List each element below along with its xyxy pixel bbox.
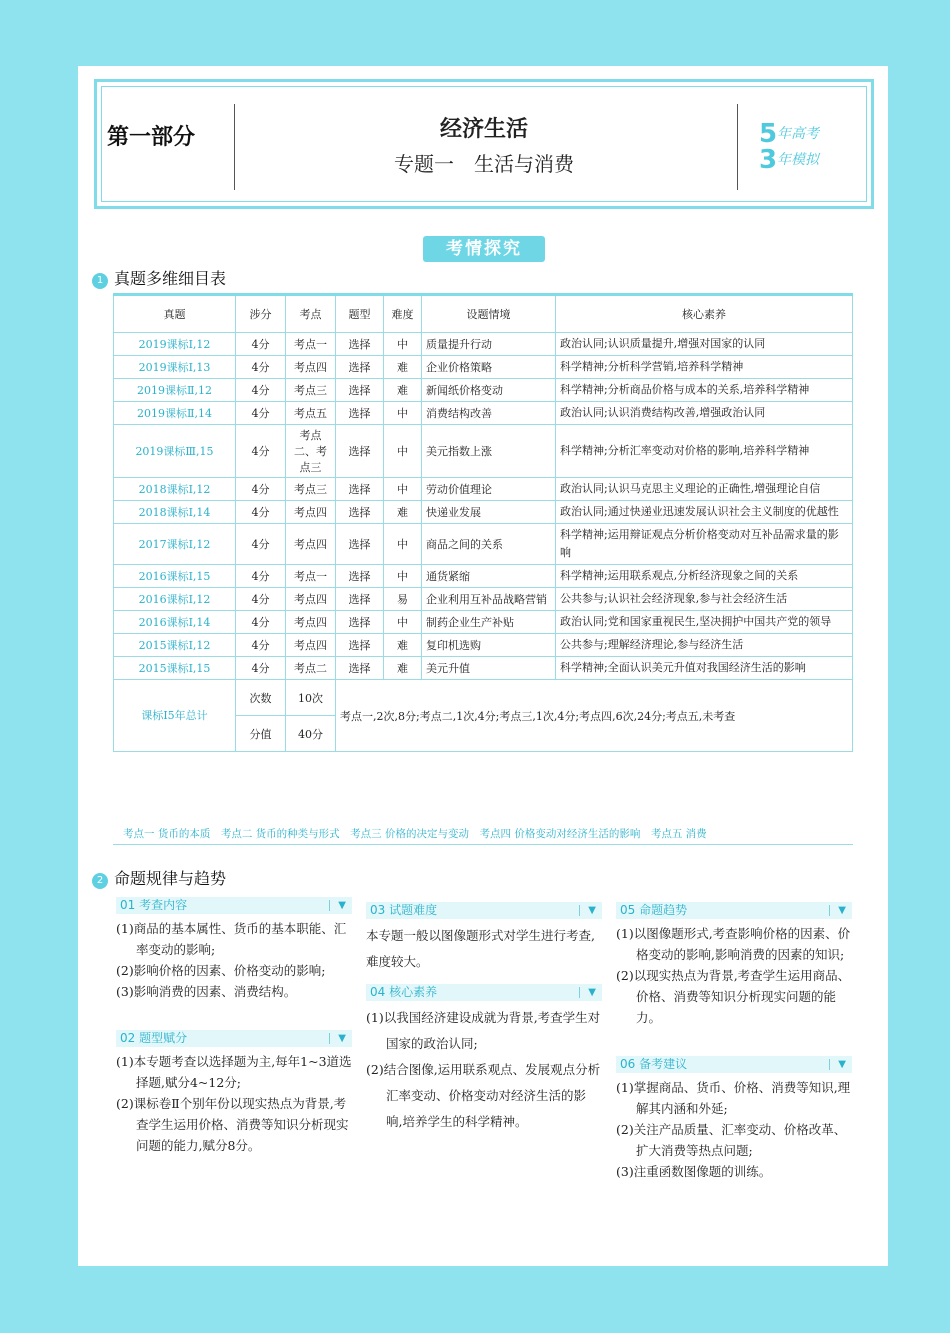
list-item: (1)商品的基本属性、货币的基本职能、汇率变动的影响; bbox=[116, 921, 347, 957]
exam-point-legend: 考点一 货币的本质 考点二 货币的种类与形式 考点三 价格的决定与变动 考点四 价格变动对经济生活的影响 考点五 消费 bbox=[123, 828, 707, 840]
section-number-icon: 2 bbox=[92, 873, 108, 889]
exam-detail-table bbox=[113, 293, 853, 752]
page bbox=[78, 66, 888, 1266]
chapter-title: 经济生活 bbox=[439, 117, 528, 142]
chevron-down-icon: ▼ bbox=[588, 987, 596, 998]
list-item: (1)以我国经济建设成就为背景,考查学生对国家的政治认同; bbox=[366, 1010, 601, 1051]
section-number-icon: 1 bbox=[92, 273, 108, 289]
table-row: 2015课标Ⅰ,15 4分 考点二 选择 难 美元升值 科学精神;全面认识美元升值对我国经济生活的影响 bbox=[114, 657, 853, 680]
box-06: 06 备考建议 ▼ (1)掌握商品、货币、价格、消费等知识,理解其内涵和外延; (2)关注产品质量、汇率变动、价格改革、扩大消费等热点问题; (3)注重函数图像题的训练。 bbox=[616, 1056, 852, 1182]
box-02: 02 题型赋分 ▼ (1)本专题考查以选择题为主,每年1~3道选择题,赋分4~12分; (2)课标卷Ⅱ个别年份以现实热点为背景,考查学生运用价格、消费等知识分析现实问题的能力,赋分8分。 bbox=[116, 1030, 352, 1156]
section-banner: 考情探究 bbox=[423, 236, 545, 262]
list-item: (2)影响价格的因素、价格变动的影响; bbox=[116, 963, 326, 978]
summary-row: 课标Ⅰ5年总计 次数 10次 考点一,2次,8分;考点二,1次,4分;考点三,1次,4分;考点四,6次,24分;考点五,未考查 bbox=[114, 680, 853, 716]
table-row: 2019课标Ⅲ,15 4分 考点二、考点三 选择 中 美元指数上涨 科学精神;分析汇率变动对价格的影响,培养科学精神 bbox=[114, 425, 853, 478]
table-row: 2017课标Ⅰ,12 4分 考点四 选择 中 商品之间的关系 科学精神;运用辩证观点分析价格变动对互补品需求量的影响 bbox=[114, 524, 853, 565]
svg-text:年高考: 年高考 bbox=[777, 126, 819, 142]
summary-detail: 考点一,2次,8分;考点二,1次,4分;考点三,1次,4分;考点四,6次,24分;考点五,未考查 bbox=[336, 680, 853, 752]
chevron-down-icon: ▼ bbox=[838, 1059, 846, 1070]
table-row: 2019课标Ⅱ,14 4分 考点五 选择 中 消费结构改善 政治认同;认识消费结构改善,增强政治认同 bbox=[114, 402, 853, 425]
box-05: 05 命题趋势 ▼ (1)以图像题形式,考查影响价格的因素、价格变动的影响,影响消费的因素的知识; (2)以现实热点为背景,考查学生运用商品、价格、消费等知识分析现实问题的能力。 bbox=[616, 902, 852, 1028]
table-row: 2016课标Ⅰ,12 4分 考点四 选择 易 企业利用互补品战略营销 公共参与;认识社会经济现象,参与社会经济生活 bbox=[114, 588, 853, 611]
box-04: 04 核心素养 ▼ (1)以我国经济建设成就为背景,考查学生对国家的政治认同; (2)结合图像,运用联系观点、发展观点分析汇率变动、价格变动对经济生活的影响,培养学生的科学精神。 bbox=[366, 984, 602, 1135]
list-item: (2)以现实热点为背景,考查学生运用商品、价格、消费等知识分析现实问题的能力。 bbox=[616, 968, 851, 1025]
svg-text:3: 3 bbox=[759, 145, 778, 174]
table-row: 2018课标Ⅰ,14 4分 考点四 选择 难 快递业发展 政治认同;通过快递业迅速发展认识社会主义制度的优越性 bbox=[114, 501, 853, 524]
box-01: 01 考查内容 ▼ (1)商品的基本属性、货币的基本职能、汇率变动的影响; (2)影响价格的因素、价格变动的影响; (3)影响消费的因素、消费结构。 bbox=[116, 897, 352, 1002]
summary-label: 课标Ⅰ5年总计 bbox=[114, 680, 236, 752]
list-item: (2)结合图像,运用联系观点、发展观点分析汇率变动、价格变动对经济生活的影响,培养学生的科学精神。 bbox=[366, 1062, 601, 1129]
list-item: (1)本专题考查以选择题为主,每年1~3道选择题,赋分4~12分; bbox=[116, 1054, 352, 1090]
table-row: 2019课标Ⅰ,12 4分 考点一 选择 中 质量提升行动 政治认同;认识质量提升,增强对国家的认同 bbox=[114, 333, 853, 356]
chapter-subtitle: 专题一 生活与消费 bbox=[394, 152, 574, 176]
list-item: (3)注重函数图像题的训练。 bbox=[616, 1164, 772, 1179]
list-item: (3)影响消费的因素、消费结构。 bbox=[116, 984, 297, 999]
chevron-down-icon: ▼ bbox=[588, 905, 596, 916]
list-item: (1)以图像题形式,考查影响价格的因素、价格变动的影响,影响消费的因素的知识; bbox=[616, 926, 851, 962]
box-03: 03 试题难度 ▼ 本专题一般以图像题形式对学生进行考查,难度较大。 bbox=[366, 902, 602, 975]
chevron-down-icon: ▼ bbox=[838, 905, 846, 916]
summary-row: 分值 40分 bbox=[114, 716, 853, 752]
chapter-header bbox=[94, 79, 874, 209]
section-heading-2: 2 命题规律与趋势 bbox=[92, 866, 226, 889]
svg-text:5: 5 bbox=[759, 119, 778, 149]
section-heading-1: 1 真题多维细目表 bbox=[92, 266, 226, 289]
table-row: 2016课标Ⅰ,14 4分 考点四 选择 中 制药企业生产补贴 政治认同;党和国家重视民生,坚决拥护中国共产党的领导 bbox=[114, 611, 853, 634]
table-row: 2019课标Ⅰ,13 4分 考点四 选择 难 企业价格策略 科学精神;分析科学营销,培养科学精神 bbox=[114, 356, 853, 379]
brand-logo bbox=[755, 112, 855, 174]
table-row: 2015课标Ⅰ,12 4分 考点四 选择 难 复印机选购 公共参与;理解经济理论,参与经济生活 bbox=[114, 634, 853, 657]
svg-text:年模拟: 年模拟 bbox=[777, 152, 819, 168]
list-item: (1)掌握商品、货币、价格、消费等知识,理解其内涵和外延; bbox=[616, 1080, 851, 1116]
list-item: (2)课标卷Ⅱ个别年份以现实热点为背景,考查学生运用价格、消费等知识分析现实问题的能力,赋分8分。 bbox=[116, 1096, 349, 1153]
chevron-down-icon: ▼ bbox=[338, 1033, 346, 1044]
table-header-row: 真题 涉分 考点 题型 难度 设题情境 核心素养 bbox=[114, 295, 853, 333]
chevron-down-icon: ▼ bbox=[338, 900, 346, 911]
table-row: 2019课标Ⅱ,12 4分 考点三 选择 难 新闻纸价格变动 科学精神;分析商品价格与成本的关系,培养科学精神 bbox=[114, 379, 853, 402]
list-item: (2)关注产品质量、汇率变动、价格改革、扩大消费等热点问题; bbox=[616, 1122, 847, 1158]
table-row: 2016课标Ⅰ,15 4分 考点一 选择 中 通货紧缩 科学精神;运用联系观点,分析经济现象之间的关系 bbox=[114, 565, 853, 588]
part-label: 第一部分 bbox=[107, 125, 196, 150]
table-row: 2018课标Ⅰ,12 4分 考点三 选择 中 劳动价值理论 政治认同;认识马克思主义理论的正确性,增强理论自信 bbox=[114, 478, 853, 501]
